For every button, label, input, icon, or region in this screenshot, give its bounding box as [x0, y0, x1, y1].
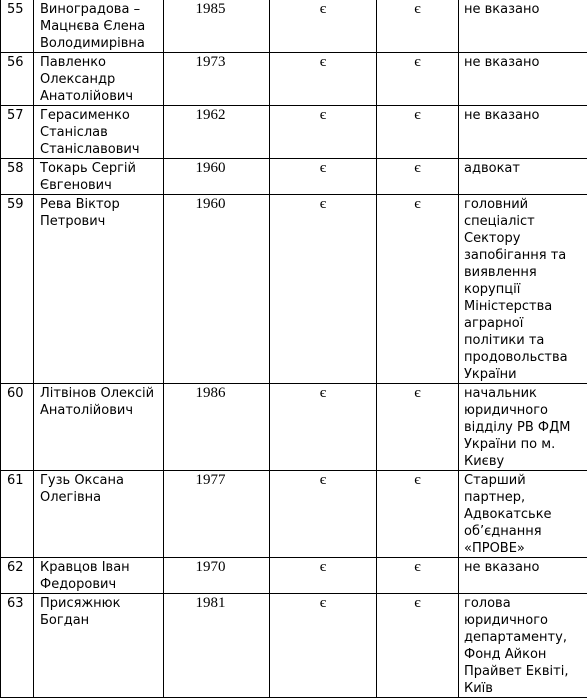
person-name: Кравцов Іван Федорович	[34, 558, 164, 594]
mark-cell: є	[270, 471, 377, 558]
mark-cell: є	[377, 384, 459, 471]
birth-year: 1977	[164, 471, 270, 558]
birth-year: 1962	[164, 106, 270, 159]
row-number: 63	[1, 594, 34, 698]
mark-cell: є	[270, 384, 377, 471]
workplace: адвокат	[459, 159, 587, 195]
birth-year: 1981	[164, 594, 270, 698]
workplace: не вказано	[459, 558, 587, 594]
row-number: 61	[1, 471, 34, 558]
birth-year: 1970	[164, 558, 270, 594]
mark-cell: є	[377, 594, 459, 698]
row-number: 60	[1, 384, 34, 471]
row-number: 56	[1, 53, 34, 106]
row-number: 59	[1, 195, 34, 384]
table-row	[1, 471, 587, 558]
workplace: не вказано	[459, 106, 587, 159]
row-number: 58	[1, 159, 34, 195]
mark-cell: є	[270, 159, 377, 195]
person-name: Герасименко Станіслав Станіславович	[34, 106, 164, 159]
table-row	[1, 0, 587, 53]
mark-cell: є	[270, 594, 377, 698]
mark-cell: є	[270, 195, 377, 384]
mark-cell: є	[270, 0, 377, 53]
person-name: Виноградова – Мацнєва Єлена Володимирівна	[34, 0, 164, 53]
person-name: Присяжнюк Богдан	[34, 594, 164, 698]
table-row	[1, 558, 587, 594]
person-name: Гузь Оксана Олегівна	[34, 471, 164, 558]
birth-year: 1986	[164, 384, 270, 471]
birth-year: 1960	[164, 195, 270, 384]
person-name: Літвінов Олексій Анатолійович	[34, 384, 164, 471]
mark-cell: є	[377, 195, 459, 384]
mark-cell: є	[377, 471, 459, 558]
workplace: начальник юридичного відділу РВ ФДМ України по м. Києву	[459, 384, 587, 471]
workplace: головний спеціаліст Сектору запобігання та виявлення корупції Міністерства аграрної політики та продовольства України	[459, 195, 587, 384]
table-row	[1, 384, 587, 471]
workplace: Старший партнер, Адвокатське об’єднання «ПРОВЕ»	[459, 471, 587, 558]
person-name: Павленко Олександр Анатолійович	[34, 53, 164, 106]
person-name: Токарь Сергій Євгенович	[34, 159, 164, 195]
table-row	[1, 106, 587, 159]
row-number: 57	[1, 106, 34, 159]
table-row	[1, 159, 587, 195]
table-row	[1, 53, 587, 106]
mark-cell: є	[270, 53, 377, 106]
workplace: не вказано	[459, 0, 587, 53]
mark-cell: є	[377, 53, 459, 106]
mark-cell: є	[377, 159, 459, 195]
mark-cell: є	[377, 558, 459, 594]
birth-year: 1960	[164, 159, 270, 195]
mark-cell: є	[377, 0, 459, 53]
person-name: Рева Віктор Петрович	[34, 195, 164, 384]
workplace: голова юридичного департаменту, Фонд Айкон Прайвет Еквіті, Київ	[459, 594, 587, 698]
birth-year: 1973	[164, 53, 270, 106]
table-row	[1, 594, 587, 698]
workplace: не вказано	[459, 53, 587, 106]
mark-cell: є	[270, 558, 377, 594]
birth-year: 1985	[164, 0, 270, 53]
mark-cell: є	[270, 106, 377, 159]
row-number: 62	[1, 558, 34, 594]
table-row	[1, 195, 587, 384]
row-number: 55	[1, 0, 34, 53]
mark-cell: є	[377, 106, 459, 159]
